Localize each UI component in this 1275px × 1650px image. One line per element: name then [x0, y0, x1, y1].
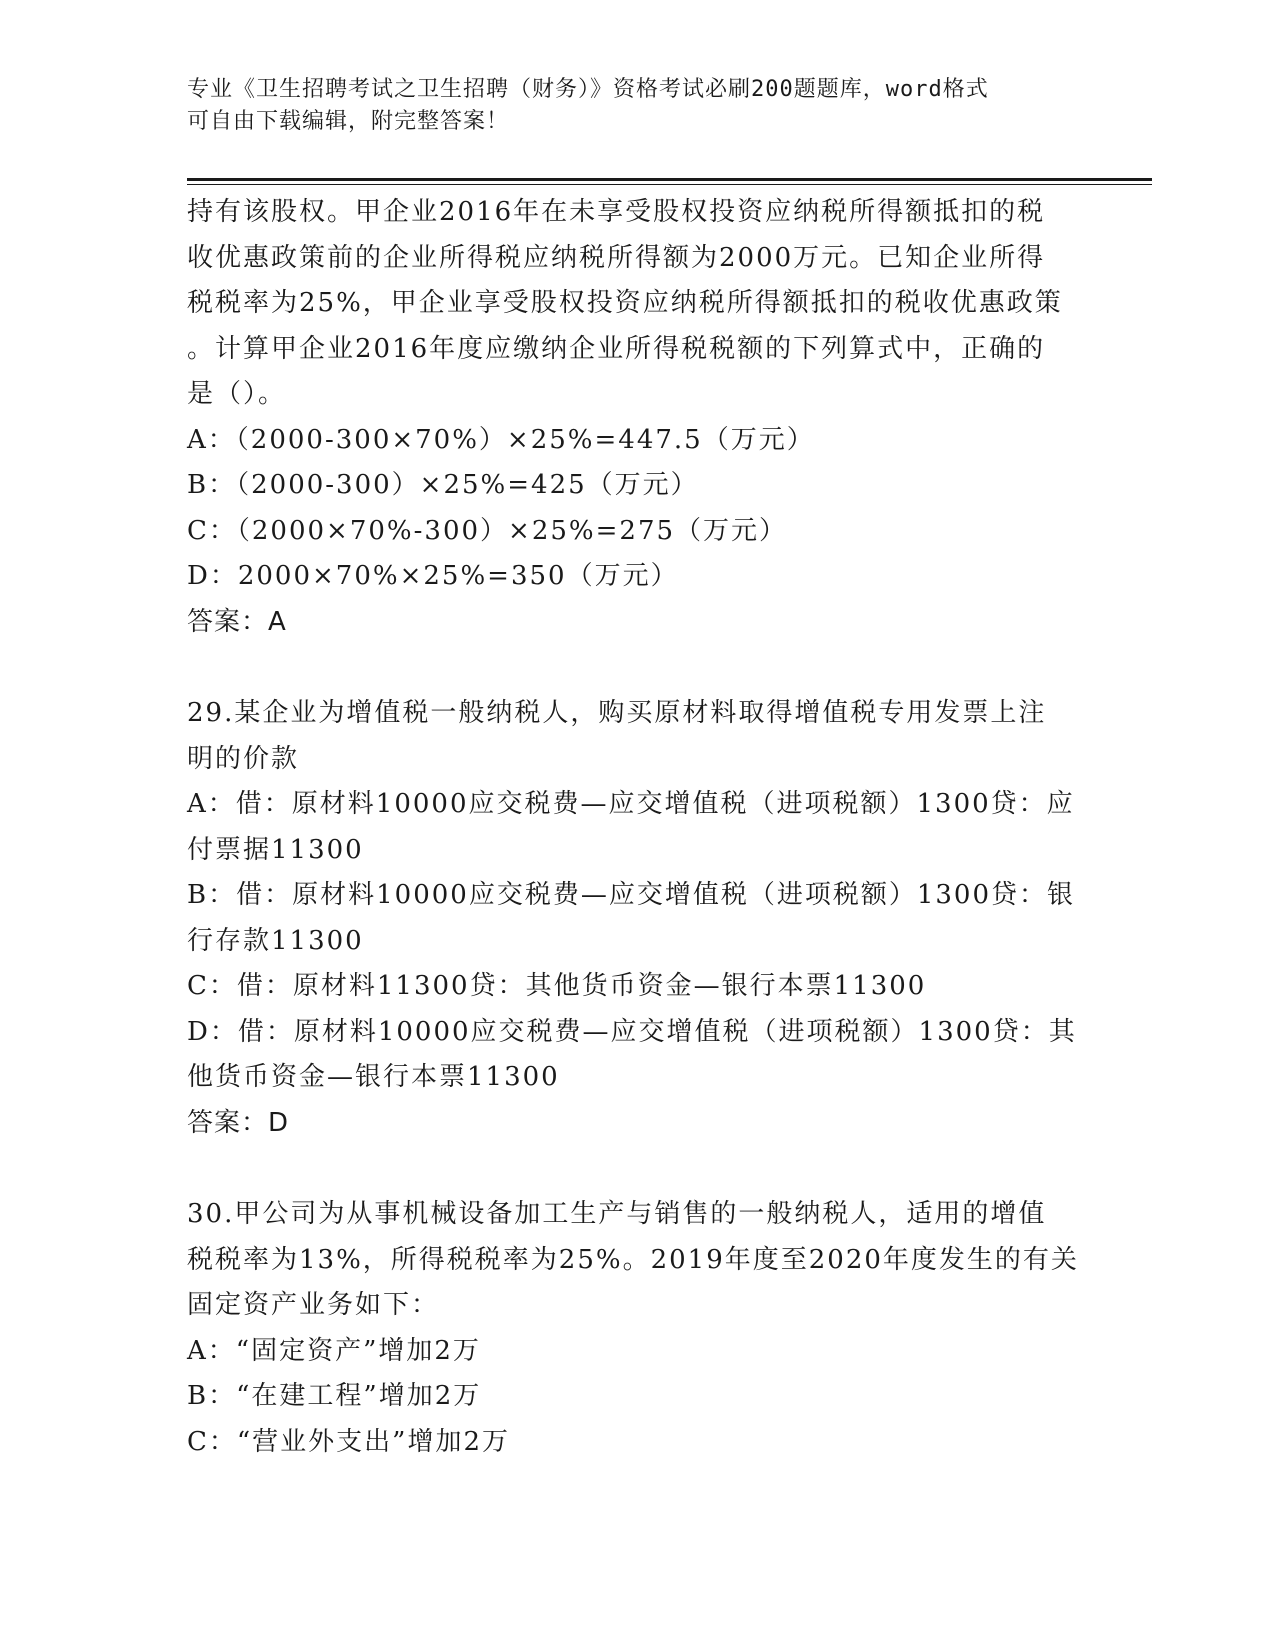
question-28	[187, 190, 1087, 645]
option-a-continued: 付票据11300	[187, 834, 364, 865]
header-divider-thick	[187, 178, 1152, 181]
question-stem-line: 是（）。	[187, 379, 287, 409]
option-b: B：“在建工程”增加2万	[187, 1381, 482, 1411]
page-header	[187, 74, 1087, 138]
question-stem-line: 固定资产业务如下：	[187, 1290, 440, 1320]
answer-label: 答案：A	[187, 606, 287, 637]
question-29	[187, 691, 1087, 1146]
header-title-line-2: 可自由下载编辑，附完整答案！	[187, 109, 510, 134]
question-stem-line: 明的价款	[187, 743, 300, 774]
header-title-line-1: 专业《卫生招聘考试之卫生招聘（财务）》资格考试必刷200题题库，word格式	[187, 77, 989, 102]
question-stem-line: 收优惠政策前的企业所得税应纳税所得额为2000万元。已知企业所得	[187, 242, 1046, 273]
question-stem-line: 。计算甲企业2016年度应缴纳企业所得税税额的下列算式中，正确的	[187, 333, 1046, 364]
option-a: A：借：原材料10000应交税费—应交增值税（进项税额）1300贷：应	[187, 789, 1075, 819]
option-a: A：“固定资产”增加2万	[187, 1335, 481, 1366]
option-d: D：借：原材料10000应交税费—应交增值税（进项税额）1300贷：其	[187, 1016, 1077, 1047]
option-b: B：（2000-300）×25%=425（万元）	[187, 470, 699, 500]
question-stem-line: 持有该股权。甲企业2016年在未享受股权投资应纳税所得额抵扣的税	[187, 197, 1046, 227]
question-stem-line: 税税率为13%，所得税税率为25%。2019年度至2020年度发生的有关	[187, 1244, 1079, 1275]
document-body	[187, 190, 1087, 1465]
option-c: C：借：原材料11300贷：其他货币资金—银行本票11300	[187, 971, 927, 1001]
question-30	[187, 1192, 1087, 1465]
option-b: B：借：原材料10000应交税费—应交增值税（进项税额）1300贷：银	[187, 880, 1075, 910]
option-d-continued: 他货币资金—银行本票11300	[187, 1062, 560, 1092]
question-spacer	[187, 1146, 1087, 1192]
question-stem-line: 税税率为25%，甲企业享受股权投资应纳税所得额抵扣的税收优惠政策	[187, 288, 1063, 318]
question-spacer	[187, 645, 1087, 691]
option-c: C：“营业外支出”增加2万	[187, 1426, 511, 1457]
option-a: A：（2000-300×70%）×25%=447.5（万元）	[187, 424, 815, 455]
answer-label: 答案：D	[187, 1107, 290, 1138]
question-stem-line: 30.甲公司为从事机械设备加工生产与销售的一般纳税人，适用的增值	[187, 1199, 1047, 1229]
option-c: C：（2000×70%-300）×25%=275（万元）	[187, 515, 788, 546]
option-b-continued: 行存款11300	[187, 925, 364, 956]
question-stem-line: 29.某企业为增值税一般纳税人，购买原材料取得增值税专用发票上注	[187, 698, 1047, 728]
option-d: D：2000×70%×25%=350（万元）	[187, 561, 679, 591]
header-divider-thin	[187, 184, 1152, 185]
